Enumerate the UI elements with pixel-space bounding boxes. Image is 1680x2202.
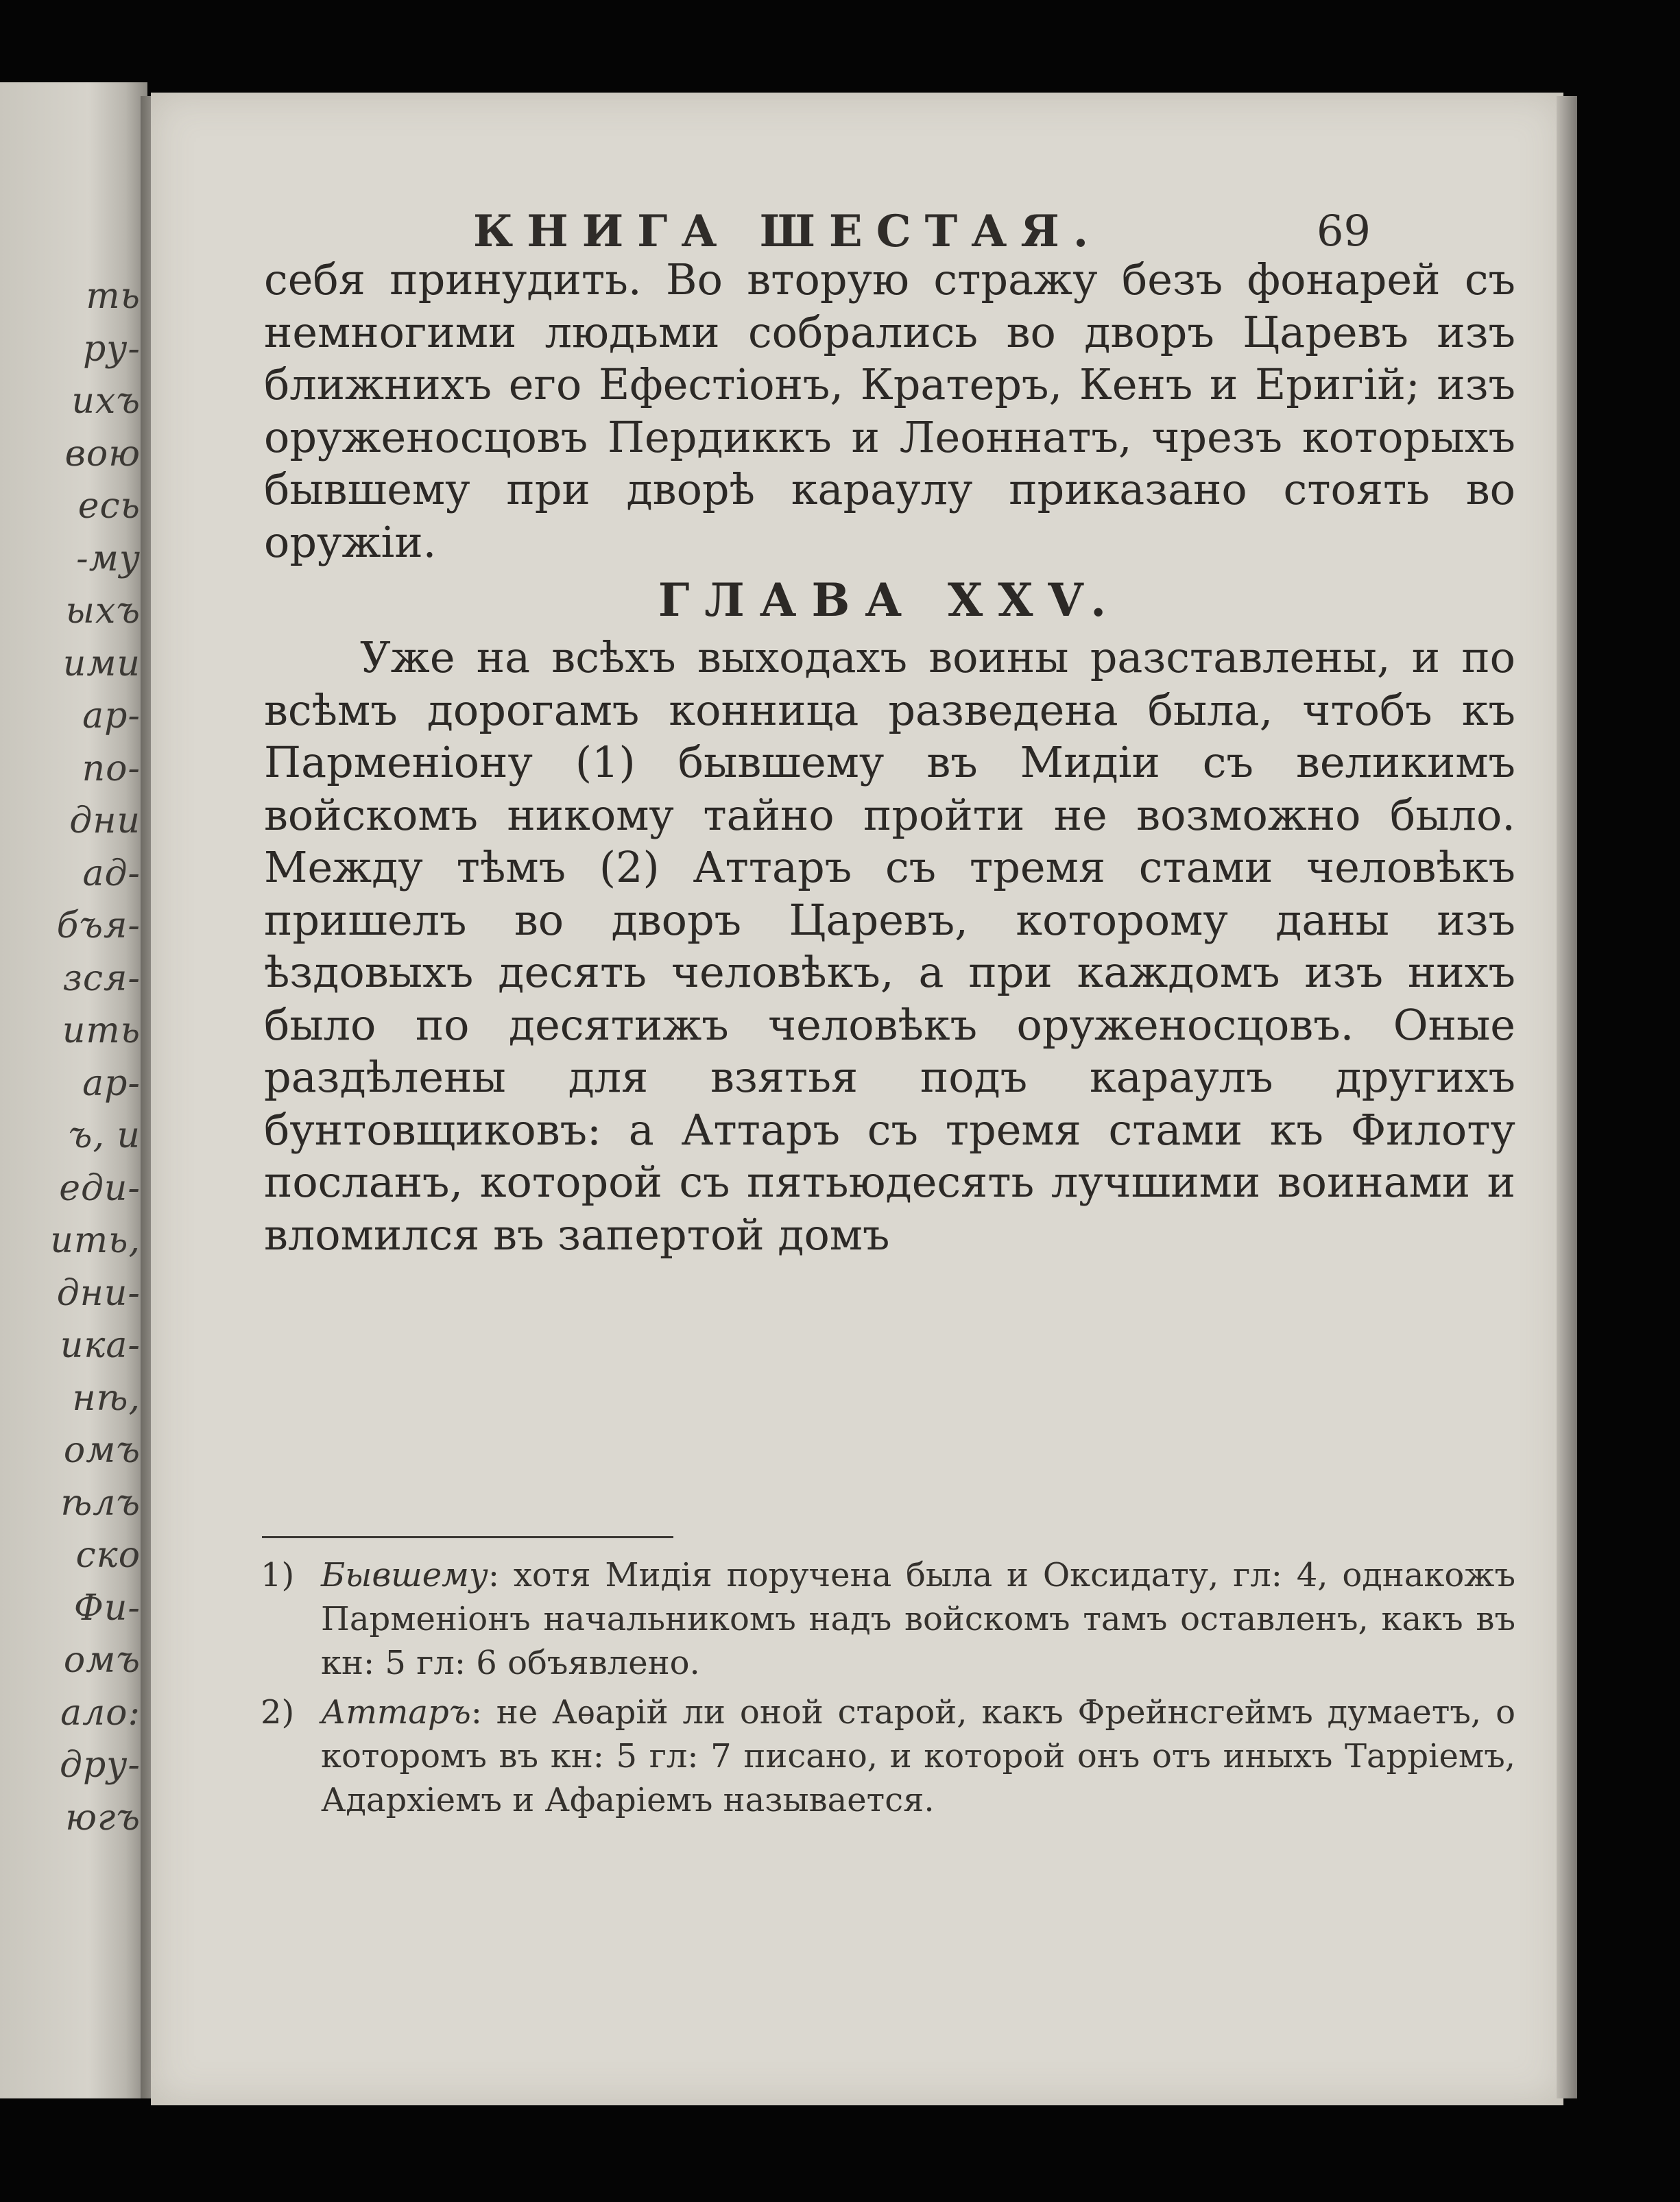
main-text [264, 254, 1515, 1261]
facing-page-line: дни [69, 800, 141, 841]
facing-page-line: ыхъ [65, 590, 141, 632]
facing-page-line: по- [82, 747, 141, 789]
facing-page-fragment [0, 82, 147, 2098]
facing-page-line: вою [64, 433, 141, 475]
footnote-marker: 1) [261, 1556, 295, 1594]
facing-page-line: Фи- [73, 1587, 141, 1629]
facing-page-line: еди- [59, 1167, 141, 1209]
facing-page-line: ар- [82, 695, 141, 737]
paragraph-chapter-opening: Уже на всѣхъ выходахъ воины разставлены, и по всѣмъ дорогамъ конница разведена была, чтобъ къ Парменіону (1) бывшему въ Мидіи съ великимъ войскомъ никому тайно пройти не возможно было. Между тѣмъ (2) Аттаръ съ тремя стами человѣкъ пришелъ во дворъ Царевъ, которому даны изъ ѣздовыхъ десять человѣкъ, а при каждомъ изъ нихъ было по десятижъ человѣкъ оруженосцовъ. Оные раздѣлены для взятья подъ караулъ другихъ бунтовщиковъ: а Аттаръ съ тремя стами къ Филоту посланъ, которой съ пятьюдесять лучшими воинами и вломился въ запертой домъ [264, 632, 1515, 1260]
facing-page-line: ика- [60, 1325, 141, 1366]
footnote-text: : хотя Мидія поручена была и Оксидату, гл: 4, однакожъ Парменіонъ начальникомъ надъ войскомъ тамъ оставленъ, какъ въ кн: 5 гл: 6 объявлено. [321, 1556, 1515, 1682]
facing-page-line: ѣлъ [60, 1482, 141, 1524]
facing-page-line: ть [86, 276, 141, 317]
footnote-rule [262, 1536, 673, 1538]
facing-page-line: ить, [50, 1220, 141, 1261]
facing-page-line: ъ, и [68, 1115, 141, 1156]
facing-page-line: омъ [63, 1640, 141, 1681]
footnote-2 [261, 1690, 1515, 1822]
chapter-heading: ГЛАВА XXV. [658, 573, 1122, 627]
facing-page-line: нѣ, [72, 1377, 141, 1419]
facing-page-line: ало: [60, 1692, 141, 1734]
footnote-marker: 2) [261, 1693, 295, 1732]
footnotes [261, 1553, 1515, 1828]
page-number: 69 [1317, 206, 1371, 256]
facing-page-line: дни- [56, 1272, 141, 1314]
running-head: КНИГА ШЕСТАЯ. [473, 206, 1103, 257]
page-edge [1557, 96, 1577, 2098]
facing-page-line: югъ [65, 1797, 141, 1839]
footnote-term: Аттаръ [321, 1693, 471, 1732]
facing-page-line: есь [77, 486, 141, 527]
footnote-term: Бывшему [321, 1556, 488, 1594]
facing-page-line: ихъ [71, 381, 141, 422]
facing-page-line: ско [75, 1535, 141, 1576]
facing-page-line: ар- [82, 1062, 141, 1104]
facing-page-line: зся- [62, 957, 141, 999]
facing-page-line: ить [62, 1010, 141, 1051]
facing-page-line: бъя- [56, 905, 141, 946]
facing-page-line: омъ [63, 1430, 141, 1471]
footnote-1 [261, 1553, 1515, 1685]
facing-page-line: ад- [82, 852, 141, 894]
paragraph-continuation: себя принудить. Во вторую стражу безъ фонарей съ немногими людьми собрались во дворъ Царевъ изъ ближнихъ его Ефестіонъ, Кратеръ, Кенъ и Еригій; изъ оруженосцовъ Пердиккъ и Леоннатъ, чрезъ которыхъ бывшему при дворѣ караулу приказано стоять во оружіи. [264, 254, 1515, 567]
footnote-text: : не Аѳарій ли оной старой, какъ Фрейнсгеймъ думаетъ, о которомъ въ кн: 5 гл: 7 писано, и которой онъ отъ иныхъ Тарріемъ, Адархіемъ и Афаріемъ называется. [321, 1693, 1515, 1819]
facing-page-line: ру- [82, 328, 141, 370]
facing-page-line: дру- [60, 1745, 141, 1786]
facing-page-line: ими [62, 643, 141, 684]
facing-page-line: -му [76, 538, 141, 579]
book-page [151, 93, 1563, 2105]
